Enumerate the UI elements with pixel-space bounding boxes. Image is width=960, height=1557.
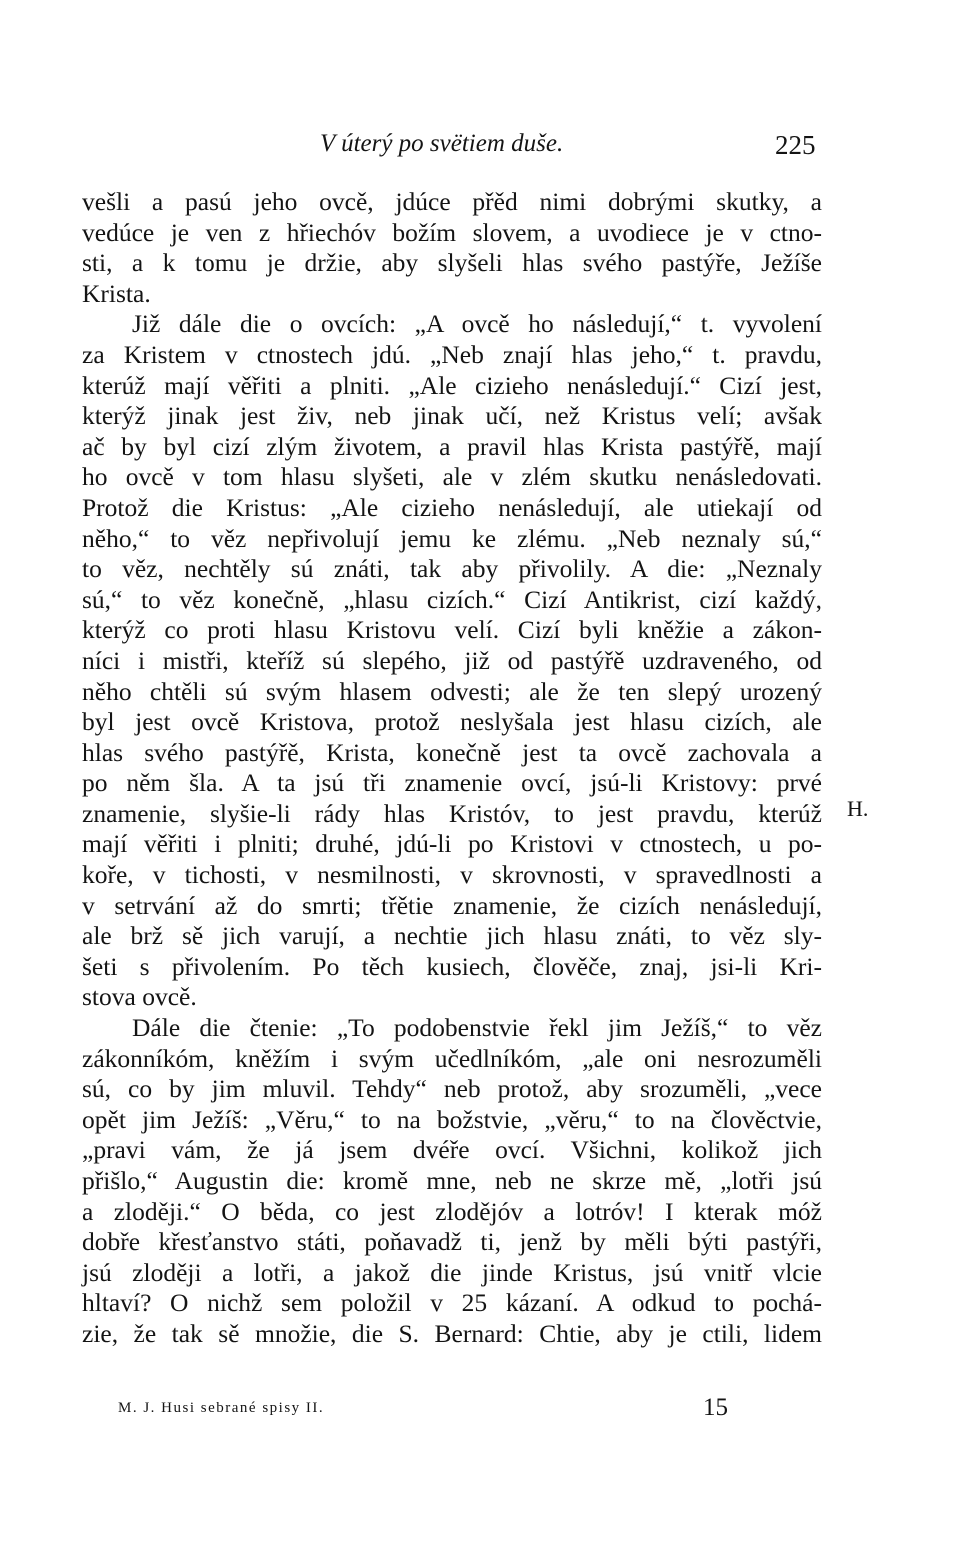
page-footer bbox=[118, 1394, 728, 1424]
text-line: mají věřiti i plniti; druhé, jdú-li po Kristovi v ctnostech, u po- bbox=[82, 829, 822, 859]
text-line: vešli a pasú jeho ovcě, jdúce přěd nimi dobrými skutky, a bbox=[82, 187, 822, 216]
text-line: znamenie, slyšie-li rády hlas Kristóv, to jest pravdu, kterúž bbox=[82, 798, 822, 828]
text-line: sú,“ to věz konečně, „hlasu cizích.“ Cizí Antikrist, cizí každý, bbox=[82, 584, 822, 614]
text-line: sti, a k tomu je držie, aby slyšeli hlas svého pastýře, Ježíše bbox=[82, 248, 822, 278]
text-line: Již dále die o ovcích: „A ovcě ho následují,“ t. vyvolení bbox=[132, 309, 822, 339]
text-line: šeti s přivolením. Po těch kusiech, člověče, znaj, jsi-li Kri- bbox=[82, 951, 822, 981]
text-line: sú, co by jim mluvil. Tehdy“ neb protož, aby srozuměli, „vece bbox=[82, 1074, 822, 1104]
text-line: něho,“ to věz nepřivolují jemu ke zlému. „Neb neznaly sú,“ bbox=[82, 523, 822, 553]
text-line: ale brž sě jich varují, a nechtie jich hlasu znáti, to věz sly- bbox=[82, 921, 822, 951]
text-line: Dále die čtenie: „To podobenstvie řekl jim Ježíš,“ to věz bbox=[132, 1013, 822, 1043]
text-line: kterýž jinak jest živ, neb jinak učí, než Kristus velí; avšak bbox=[82, 401, 822, 431]
text-line: za Kristem v ctnostech jdú. „Neb znají hlas jeho,“ t. pravdu, bbox=[82, 339, 822, 369]
text-line: po něm šla. A ta jsú tři znamenie ovcí, jsú-li Kristovy: prvé bbox=[82, 768, 822, 798]
text-line: Krista. bbox=[82, 278, 151, 308]
text-line: hltaví? O nichž sem položil v 25 kázaní. A odkud to pochá- bbox=[82, 1288, 822, 1318]
text-line: opět jim Ježíš: „Věru,“ to na božstvie, „věru,“ to na člověctvie, bbox=[82, 1104, 822, 1134]
text-line: níci i mistři, kteříž sú slepého, již od pastýřě uzdraveného, od bbox=[82, 645, 822, 675]
text-line: to věz, nechtěly sú znáti, tak aby přivolily. A die: „Neznaly bbox=[82, 554, 822, 584]
text-line: kterýž co proti hlasu Kristovu velí. Cizí byli kněžie a zákon- bbox=[82, 615, 822, 645]
sheet-number: 15 bbox=[703, 1394, 728, 1421]
running-head: V úterý po svëtiem duše. bbox=[320, 130, 564, 157]
text-line: a zloději.“ O běda, co jest zlodějóv a lotróv! I kterak móž bbox=[82, 1196, 822, 1226]
text-line: stova ovcě. bbox=[82, 982, 197, 1012]
text-line: v setrvání až do smrti; třětie znamenie, že cizích nenásledují, bbox=[82, 890, 822, 920]
text-line: dobře křesťanstvo státi, poňavadž ti, jenž by měli býti pastýři, bbox=[82, 1227, 822, 1257]
text-line: „pravi vám, že já jsem dvéře ovcí. Všichni, kolikož jich bbox=[82, 1135, 822, 1165]
page-number: 225 bbox=[775, 130, 816, 160]
text-line: byl jest ovcě Kristova, protož neslyšala jest hlasu cizích, ale bbox=[82, 707, 822, 737]
text-line: Protož die Kristus: „Ale cizieho nenásledují, ale utiekají od bbox=[82, 492, 822, 522]
text-line: přišlo,“ Augustin die: kromě mne, neb ne skrze mě, „lotři jsú bbox=[82, 1166, 822, 1195]
signature-mark: M. J. Husi sebrané spisy II. bbox=[118, 1400, 325, 1416]
text-line: kterúž mají věřiti a plniti. „Ale cizieho nenásledují.“ Cizí jest, bbox=[82, 370, 822, 400]
text-line: koře, v tichosti, v nesmilnosti, v skrovnosti, v spravedlnosti a bbox=[82, 860, 822, 890]
text-line: ač by byl cizí zlým životem, a pravil hlas Krista pastýřě, mají bbox=[82, 431, 822, 461]
body-text bbox=[82, 187, 822, 1350]
text-line: zie, že tak sě množie, die S. Bernard: Chtie, aby je ctili, lidem bbox=[82, 1318, 822, 1348]
margin-note: H. bbox=[847, 796, 869, 821]
text-line: ho ovcě v tom hlasu slyšeti, ale v zlém skutku nenásledovati. bbox=[82, 462, 822, 492]
text-line: něho chtěli sú svým hlasem odvesti; ale že ten slepý urozený bbox=[82, 676, 822, 706]
text-line: jsú zloději a lotři, a jakož die jinde Kristus, jsú vnitř vlcie bbox=[82, 1257, 822, 1287]
text-line: vedúce je ven z hřiechóv božím slovem, a uvodiece je v ctno- bbox=[82, 217, 822, 247]
text-line: hlas svého pastýřě, Krista, konečně jest ta ovcě zachovala a bbox=[82, 737, 822, 767]
text-line: zákonníkóm, kněžím i svým učedlníkóm, „ale oni nesrozuměli bbox=[82, 1043, 822, 1073]
